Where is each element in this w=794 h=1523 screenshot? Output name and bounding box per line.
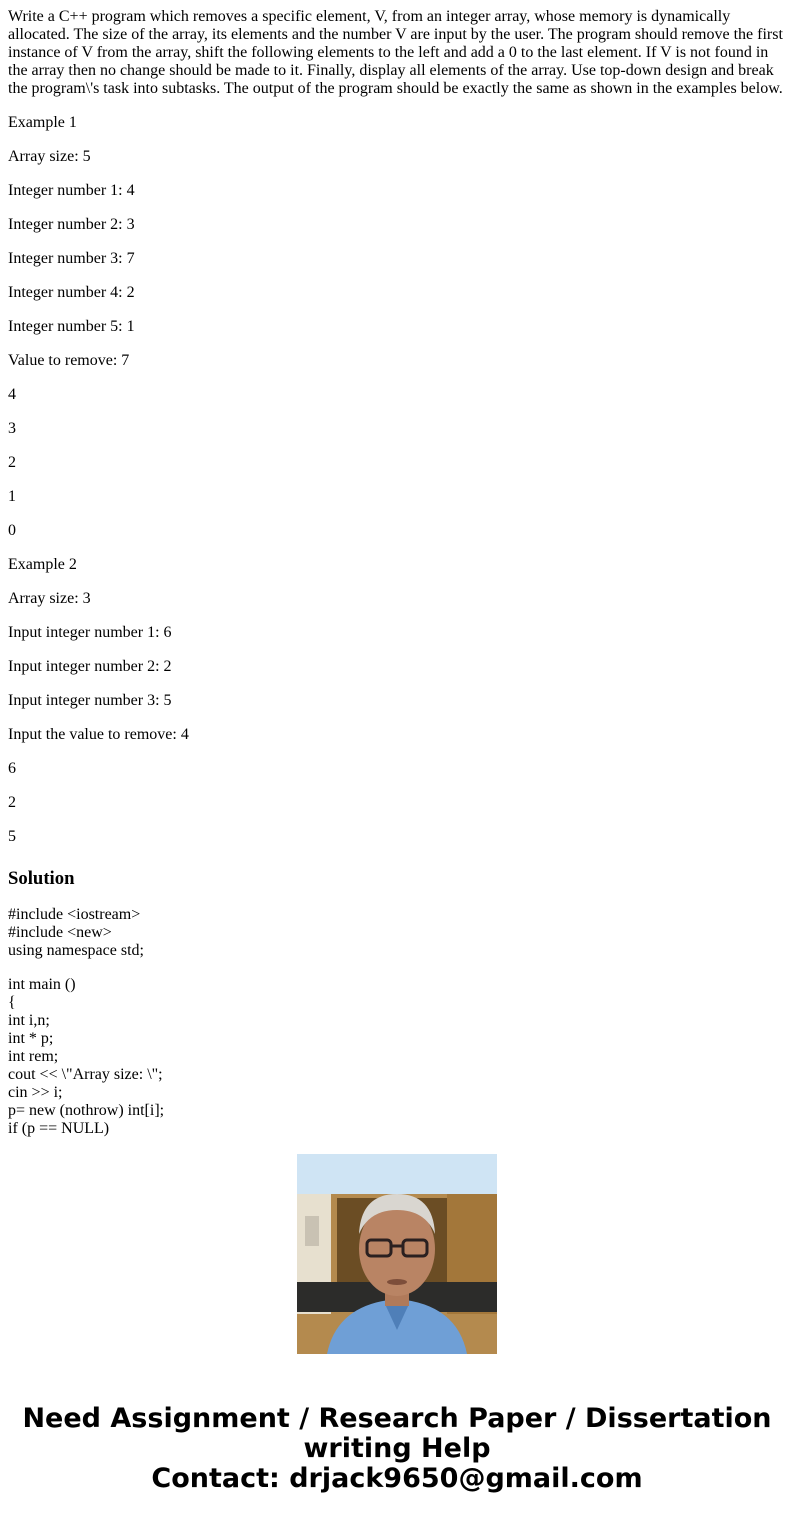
promo-footer: [0, 1130, 794, 1523]
example-line: Input integer number 2: 2: [8, 658, 172, 675]
example-line: Input integer number 1: 6: [8, 624, 172, 641]
code-line: cout << \"Array size: \";: [8, 1066, 163, 1083]
code-line: p= new (nothrow) int[i];: [8, 1102, 165, 1119]
example-line: Integer number 3: 7: [8, 250, 135, 267]
example-lines: [8, 114, 786, 846]
code-line: if (p == NULL): [8, 1120, 110, 1137]
example-1-heading: Example 1: [8, 114, 77, 131]
code-line: cin >> i;: [8, 1084, 63, 1101]
example-line: Input the value to remove: 4: [8, 726, 189, 743]
assignment-help-banner: [0, 1404, 794, 1494]
code-line: {: [8, 994, 16, 1011]
question-text: Write a C++ program which removes a specific element, V, from an integer array, whose memory is dynamically allocated. The size of the array, its elements and the number V are input by the user. The program should remove the first instance of V from the array, shift the following elements to the left and add a 0 to the last element. If V is not found in the array then no change should be made to it. Finally, display all elements of the array. Use top-down design and break the program\'s task into subtasks. The output of the program should be exactly the same as shown in the examples below.: [8, 8, 783, 97]
contact-email: Contact: drjack9650@gmail.com: [151, 1463, 643, 1494]
code-line: int * p;: [8, 1030, 54, 1047]
article-content: [8, 8, 786, 1137]
author-photo: [297, 1154, 497, 1354]
example-line: Integer number 1: 4: [8, 182, 135, 199]
solution-code: [8, 906, 786, 1138]
example-output-line: 2: [8, 794, 16, 811]
example-output-line: 1: [8, 488, 16, 505]
code-line: #include <new>: [8, 924, 112, 941]
code-line: int i,n;: [8, 1012, 50, 1029]
solution-heading: Solution: [8, 868, 75, 889]
cta-line: writing Help: [303, 1433, 491, 1464]
example-line: Array size: 5: [8, 148, 91, 165]
example-line: Integer number 4: 2: [8, 284, 135, 301]
example-line: Integer number 5: 1: [8, 318, 135, 335]
example-2-heading: Example 2: [8, 556, 77, 573]
cta-line: Need Assignment / Research Paper / Dissertation: [22, 1403, 772, 1434]
example-line: Value to remove: 7: [8, 352, 130, 369]
code-line: #include <iostream>: [8, 906, 141, 923]
example-line: Array size: 3: [8, 590, 91, 607]
example-line: Input integer number 3: 5: [8, 692, 172, 709]
example-output-line: 6: [8, 760, 16, 777]
author-portrait-icon: [297, 1154, 497, 1354]
code-line: int rem;: [8, 1048, 59, 1065]
example-line: Integer number 2: 3: [8, 216, 135, 233]
example-output-line: 4: [8, 386, 16, 403]
code-blank-line: [8, 960, 786, 976]
code-line: int main (): [8, 976, 76, 993]
code-line: using namespace std;: [8, 942, 144, 959]
example-output-line: 2: [8, 454, 16, 471]
example-output-line: 0: [8, 522, 16, 539]
example-output-line: 3: [8, 420, 16, 437]
example-output-line: 5: [8, 828, 16, 845]
